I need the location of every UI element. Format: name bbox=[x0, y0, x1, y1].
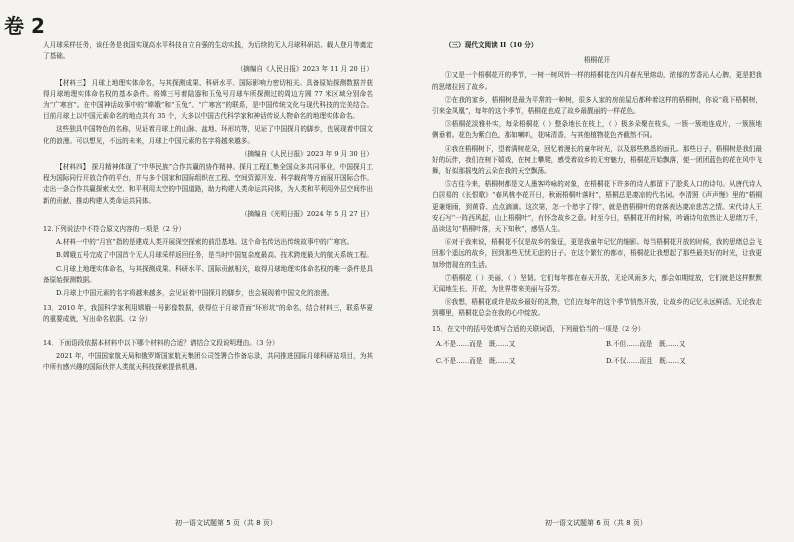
article-title: 梧桐花开 bbox=[583, 56, 611, 65]
paragraph-8: ⑧我想，梧桐花或许是故乡最好的礼物，它们在每年的这个季节悄然开放，让故乡的记忆永远鲜活。无论我走到哪里，梧桐花总会在我的心中绽放。 bbox=[432, 298, 762, 318]
q15-option-b: B.不但……而是 既……又 bbox=[606, 339, 686, 348]
question-15: 15．在文中的括号处填写合适的关联词语，下列最恰当的一项是（2 分） bbox=[432, 324, 645, 333]
paragraph-1: ①又是一个梧桐花开的季节，一树一树风铃一样的梧桐花在四月春光里熔动，浓郁的芳香沁人心脾，更是把我的思绪拉回了故乡。 bbox=[432, 71, 762, 91]
q15-option-d: D.不仅……而且 既……又 bbox=[606, 357, 686, 366]
question-14: 14．下面语段依据本材料中以下哪个材料的合适？请结合文段说明理由。（3 分） bbox=[43, 338, 279, 347]
q12-option-b: B.嫦娥五号完成了中国首个无人月球采样返回任务，是当时中国复杂度最高、技术跨度最大的航天系统工程。 bbox=[56, 251, 373, 260]
question-12: 12.下列说法中不符合原文内容的一项是（2 分） bbox=[43, 225, 186, 234]
paragraph-4: ④我在梧桐树下，望着满树花朵，回忆着漫长的童年时光，以及那些熟悉的面孔。那些日子，梧桐树是我们最好的玩伴，我们在树下嬉戏，在树上攀爬，感受着故乡的无穷魅力，梧桐花开始飘落，便一团团蓝色的花在风中飞舞，好似那摇曳的云朵在我的天空飘荡。 bbox=[432, 144, 762, 176]
material-four: 【材料四】 探月精神体现了“中华民族”合作共赢的协作精神。探月工程汇集全国众多共同事业，中国探月工程为国际同行开放合作的平台，并与多个国家和国际组织在工程、空间资源开发、科学载荷等方面展开国际合作。走出一条合作共赢探索太空、和平利用太空的中国道路，助力构建人类命运共同体，为人类和平利用外层空间作出新的贡献，推动构建人类命运共同体。 bbox=[43, 163, 373, 205]
question-14-text: 2021 年，中国国家航天局和俄罗斯国家航天集团公司签署合作备忘录，共同推进国际月球科研站项目，为其中所有感兴趣的国际伙伴人类航天科技探索提供机遇。 bbox=[43, 351, 373, 372]
source-line: （摘编自《人民日报》2023 年 9 月 30 日） bbox=[240, 149, 373, 158]
q15-option-a: A.不是……而是 既……又 bbox=[436, 339, 516, 348]
paragraph-3: ③梧桐花淡雅朴实，每朵梧桐花（ ）整条地长在枝上，（ ）极多朵聚在枝头，一簇一簇地连成片，一簇簇地侧垂着。花色为紫白色，那如喇叭，花味清香，与其他植物花色齐截然不同。 bbox=[432, 120, 762, 140]
page-footer-left: 初一语文试题第 5 页（共 8 页） bbox=[175, 519, 277, 527]
q15-options bbox=[432, 339, 762, 367]
paragraph-5: ⑤古往今来，梧桐树都是文人墨客吟咏的对象，在梧桐花下许多的诗人都留下了脍炙人口的诗句。从唐代诗人白居易的《长恨歌》“春风桃李花开日，秋雨梧桐叶落时”，梧桐总是凄凉的代名词。李清照《声声慢》里的“梧桐更兼细雨，到黄昏、点点滴滴。这次第，怎一个愁字了得”，就是借梧桐叶的衰落表达凄凉悲苦之情。宋代诗人王安石写“一阵西风起，山上梧桐叶”，有怀念故乡之意。时至今日，梧桐花开的时候，吟诵诗句依然让人思绪万千，品读这句“梧桐叶落，天下知秋”，感悟人生。 bbox=[432, 180, 762, 234]
source-line: （摘编自《人民日报》2023 年 11 月 20 日） bbox=[236, 65, 373, 74]
material-three: 【材料三】 月球上地理实体命名，与其探测成果、科研水平、国际影响力密切相关。具备原始探测数据并获得月球地理实体命名权的基本条件。将嫦三号着陆器和玉兔号月球车所探测过的周边方圆 77 米区域分别命名为“广寒宫”。在中国神话故事中的“嫦娥”和“玉兔”、“广寒宫”的联系，是中国传统文化与现代科技的完美结合。目前月球上以中国元素命名的地点共有 35 个，大多以中国古代科学家和神话传说人物命名的地理实体命名。 bbox=[43, 78, 373, 121]
paragraph-2: ②在我的家乡，梧桐树是最为平常的一种树，很多人家的房前屋后都种着这样的梧桐树，你说“栽下梧桐树，引来金凤凰”，每年的这个季节，梧桐花也成了故乡最靓丽的一样花色。 bbox=[432, 95, 762, 116]
paragraph-7: ⑦梧桐花（ ）美丽，（ ）坚韧。它们每年都在春天开放，无论风雨多大，都会如期绽放，它们就是这样默默无闻地生长、开花，为世界带来美丽与芬芳。 bbox=[432, 273, 762, 294]
source-line: （摘编自《光明日报》2024 年 5 月 27 日） bbox=[240, 209, 373, 218]
q15-option-c: C.不是……而是 既……又 bbox=[436, 357, 516, 366]
volume-label: 卷 2 bbox=[4, 14, 45, 38]
section-title: （三）现代文阅读 II（10 分） bbox=[445, 41, 538, 49]
paragraph-6: ⑥对于我来说，梧桐花不仅是故乡的象征，更是我童年记忆的缩影。每当梧桐花开放的时候，我的思绪总会飞回那个遥远的故乡，回到那些无忧无虑的日子。在这个繁忙的都市，梧桐花让我想起了那些最美好的时光，让我更加珍惜现在的生活。 bbox=[432, 238, 762, 269]
paragraph: 这些独具中国特色的名称，见证着月球上的山脉、盆地、环形坑等，见证了中国探月的脚步，也展现着中国文化的浪漫。可以想见，不远的未来，月球上中国元素的名字将越来越多。 bbox=[43, 125, 373, 145]
page-footer-right: 初一语文试题第 6 页（共 8 页） bbox=[545, 519, 647, 527]
right-page bbox=[432, 40, 762, 510]
left-page bbox=[43, 40, 373, 510]
q12-option-c: C.月球上地理实体命名，与其探测成果、科研水平、国际贡献相关，取得月球地理实体命名权的唯一条件是具备原始探测数据。 bbox=[43, 264, 373, 284]
question-13: 13．2010 年，我国科学家利用嫦娥一号影像数据，获得位于月球背面“环形坑”的命名，结合材料三，联系华夏的重要成就，写出命名依据。（2 分） bbox=[43, 304, 373, 324]
q12-option-a: A.材料一中的“月宫”指的是建成人类开展深空探索的前沿基地。这个命名传达出传统故事中的广寒宫。 bbox=[56, 238, 354, 247]
q12-option-d: D.月球上中国元素的名字将越来越多，会见证着中国探月的脚步，也会展现着中国文化的浪漫。 bbox=[56, 289, 334, 298]
paragraph: 人月球采样任务，该任务是我国实现高水平科技自立自强的生动实践，为后续的无人月球科研站、载人登月等奠定了基础。 bbox=[43, 41, 373, 61]
